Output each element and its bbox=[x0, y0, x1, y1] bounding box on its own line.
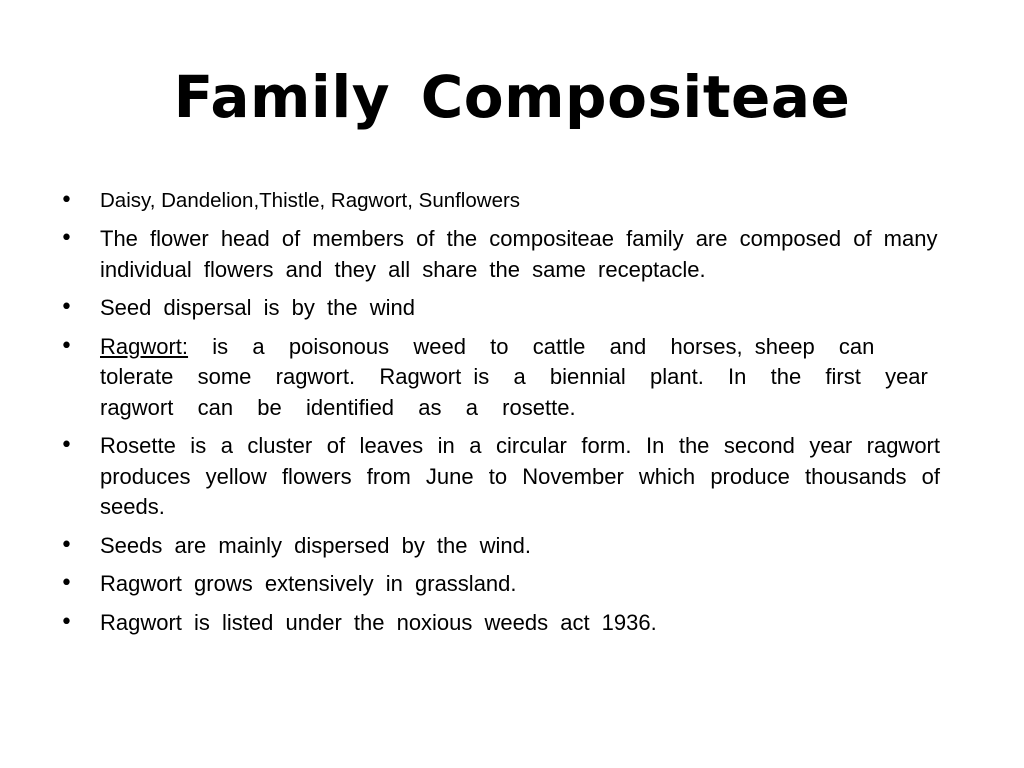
bullet-item bbox=[60, 608, 940, 639]
bullet-dot-icon: • bbox=[60, 295, 73, 320]
bullet-dot-icon: • bbox=[60, 226, 73, 251]
bullet-dot-icon: • bbox=[60, 188, 73, 213]
bullet-item bbox=[60, 569, 940, 600]
bullet-item bbox=[60, 293, 940, 324]
bullet-text: Seeds are mainly dispersed by the wind. bbox=[100, 532, 531, 558]
bullet-item bbox=[60, 431, 940, 523]
bullet-label-ragwort: Ragwort: bbox=[100, 333, 189, 359]
bullet-item bbox=[60, 531, 940, 562]
bullet-list bbox=[60, 186, 953, 646]
bullet-text: Ragwort grows extensively in grassland. bbox=[100, 571, 517, 596]
slide-title: Family Compositeae bbox=[173, 63, 851, 131]
bullet-dot-icon: • bbox=[60, 571, 73, 596]
bullet-text: is a poisonous weed to cattle and horses, sheep can tolerate some ragwort. Ragwort is a biennial plant. In the first year ragwort can be identified as a rosette. bbox=[100, 333, 953, 420]
bullet-text: Seed dispersal is by the wind bbox=[100, 295, 415, 320]
bullet-dot-icon: • bbox=[60, 433, 73, 458]
bullet-text: The flower head of members of the compositeae family are composed of many individual flowers and they all share the same receptacle. bbox=[100, 226, 938, 282]
bullet-dot-icon: • bbox=[60, 333, 73, 359]
bullet-item bbox=[60, 186, 940, 216]
bullet-text: Daisy, Dandelion,Thistle, Ragwort, Sunflowers bbox=[100, 189, 521, 212]
bullet-item bbox=[60, 332, 953, 424]
bullet-text: Rosette is a cluster of leaves in a circular form. In the second year ragwort produces yellow flowers from June to November which produce thousands of seeds. bbox=[100, 433, 940, 519]
bullet-text: Ragwort is listed under the noxious weeds act 1936. bbox=[100, 609, 657, 635]
bullet-item bbox=[60, 224, 940, 285]
bullet-dot-icon: • bbox=[60, 609, 73, 635]
bullet-dot-icon: • bbox=[60, 532, 73, 558]
